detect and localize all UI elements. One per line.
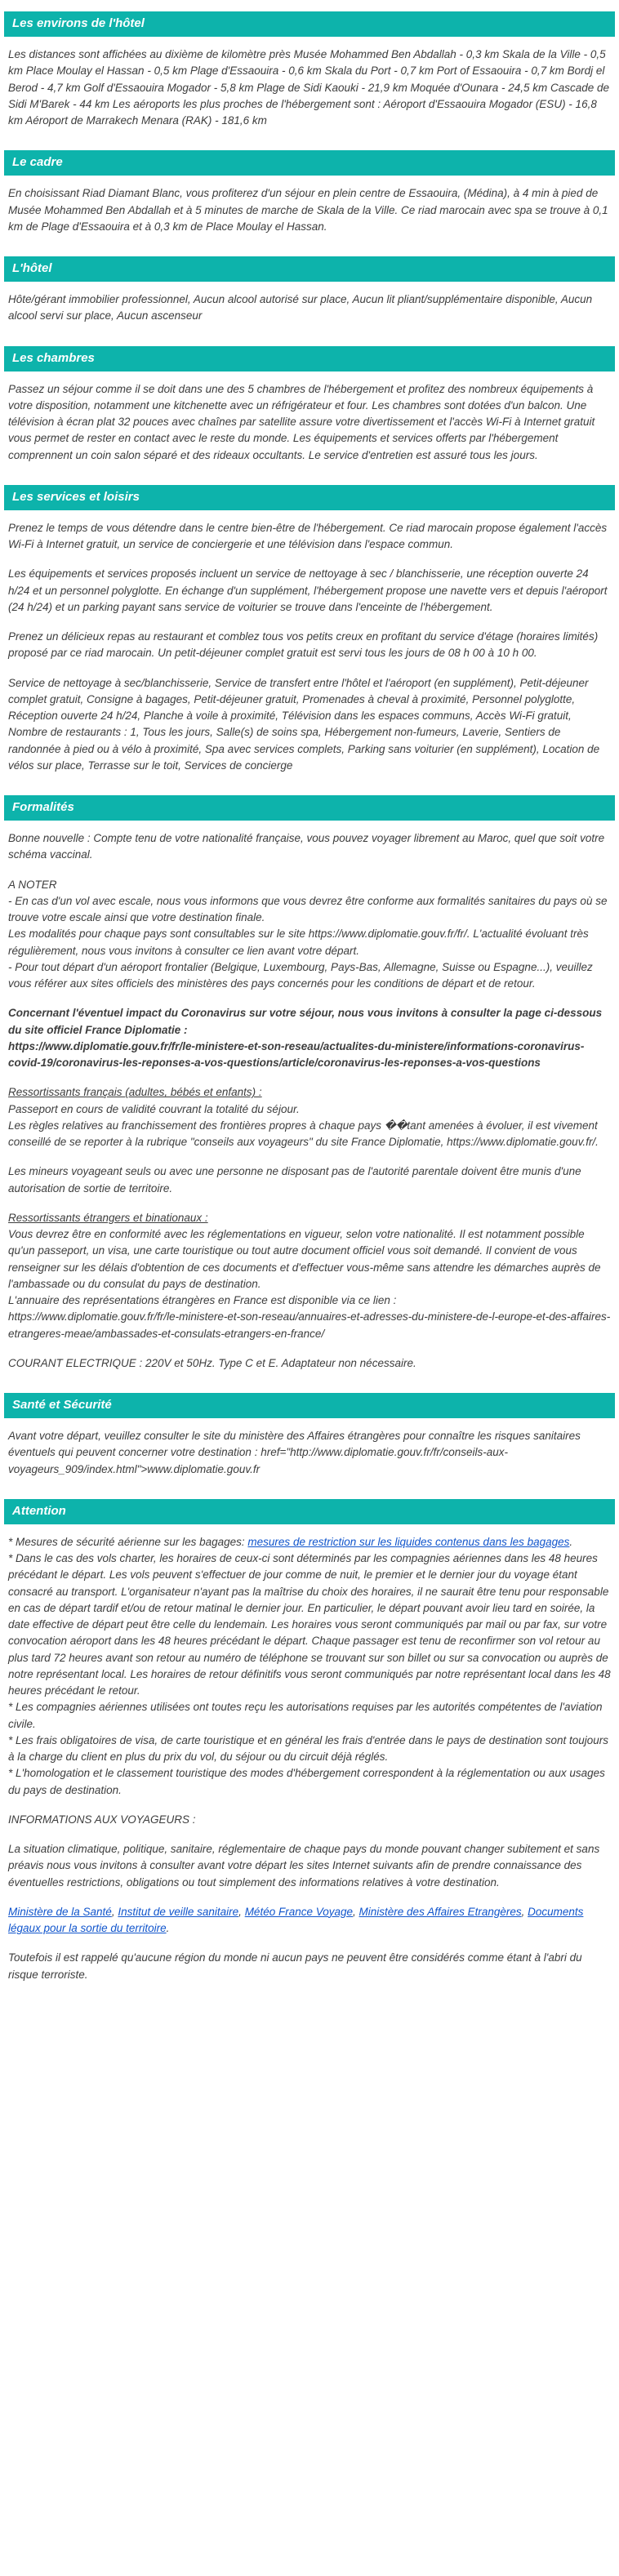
section-title-hotel: L'hôtel [4, 256, 615, 282]
section-body-attention [8, 1534, 611, 1983]
formalities-passport-line: Passeport en cours de validité couvrant la totalité du séjour. [8, 1102, 300, 1115]
formalities-good-news-text: Bonne nouvelle : Compte tenu de votre nationalité française, vous pouvez voyager librement au Maroc, quel que soit votre schéma vaccinal. [8, 832, 605, 861]
formalities-directory-intro: L'annuaire des représentations étrangères en France est disponible via ce lien : [8, 1294, 397, 1306]
formalities-border-rules-line: Les règles relatives au franchissement des frontières propres à chaque pays ��tant amenées à évoluer, il est vivement conseillé de se reporter à la rubrique "conseils aux voyageurs" du site France Diplomatie, https://www.diplomatie.gouv.fr/. [8, 1119, 599, 1148]
section-hotel [0, 256, 619, 325]
section-title-health-safety: Santé et Sécurité [4, 1393, 615, 1418]
health-advisory-text: Avant votre départ, veuillez consulter le site du ministère des Affaires étrangères pour connaître les risques sanitaires éventuels qui peuvent concerner votre destination : href="http://www.diplomatie.gouv.fr/fr/conseils-aux-voyageurs_909/index.html">www.diplomatie.gouv.fr [8, 1430, 581, 1475]
hotel-policies-text: Hôte/gérant immobilier professionnel, Aucun alcool autorisé sur place, Aucun lit pliant/supplémentaire disponible, Aucun alcool servi sur place, Aucun ascenseur [8, 293, 593, 323]
link-separator: . [166, 1922, 170, 1934]
link-separator: , [238, 1905, 245, 1918]
section-title-services: Les services et loisirs [4, 485, 615, 510]
formalities-minors-text: Les mineurs voyageant seuls ou avec une personne ne disposant pas de l'autorité parentale doivent être munis d'une autorisation de sortie de territoire. [8, 1165, 581, 1195]
attention-terrorism-text: Toutefois il est rappelé qu'aucune région du monde ni aucun pays ne peuvent être considérés comme étant à l'abri du risque terroriste. [8, 1951, 582, 1981]
documents-legaux-sortie-territoire-link[interactable]: Documents légaux pour la sortie du territoire [8, 1905, 584, 1934]
formalities-note-line: - Pour tout départ d'un aéroport frontalier (Belgique, Luxembourg, Pays-Bas, Allemagne, Suisse ou Espagne...), veuillez vous référer aux sites officiels des ministères des pays concernés pour les conditions de départ et de retour. [8, 960, 593, 990]
ministere-sante-link[interactable]: Ministère de la Santé [8, 1905, 112, 1918]
rooms-text: Passez un séjour comme il se doit dans une des 5 chambres de l'hébergement et profitez des nombreux équipements à votre disposition, notamment une kitchenette avec un réfrigérateur et four. Les chambres sont dotées d'un balcon. Une télévision à écran plat 32 pouces avec chaînes par satellite assure votre divertissement et l'accès Wi-Fi à Internet gratuit vous permet de rester en contact avec le reste du monde. Les équipements et services offerts par l'hébergement comprennent un coin salon séparé et des rideaux occultants. Le service d'entretien est assuré tous les jours. [8, 382, 595, 461]
section-rooms [0, 346, 619, 464]
attention-situation-text: La situation climatique, politique, sanitaire, réglementaire de chaque pays du monde pouvant changer subitement et sans préavis nous vous invitons à consulter avant votre départ les sites Internet suivants afin de prendre connaissance des éventuelles restrictions, obligations ou tout simplement des informations relatives à votre destination. [8, 1843, 600, 1889]
section-health-safety [0, 1393, 619, 1478]
formalities-electricity-text: COURANT ELECTRIQUE : 220V et 50Hz. Type C et E. Adaptateur non nécessaire. [8, 1356, 416, 1369]
section-body-surroundings [8, 47, 611, 129]
institut-veille-sanitaire-link[interactable]: Institut de veille sanitaire [118, 1905, 239, 1918]
services-wellness-text: Prenez le temps de vous détendre dans le centre bien-être de l'hébergement. Ce riad marocain propose également l'accès Wi-Fi à Internet gratuit, un service de conciergerie et une télévision dans l'espace commun. [8, 521, 608, 550]
formalities-directory-url: https://www.diplomatie.gouv.fr/fr/le-ministere-et-son-reseau/annuaires-et-adresses-du-ministere-de-l-europe-et-des-affaires-etrangeres-meae/ambassades-et-consulats-etrangers-en-france/ [8, 1310, 611, 1340]
attention-baggage-line [8, 1534, 611, 1550]
section-body-hotel [8, 291, 611, 325]
section-title-setting: Le cadre [4, 150, 615, 176]
section-body-formalities [8, 830, 611, 1372]
link-separator: , [353, 1905, 359, 1918]
section-title-attention: Attention [4, 1499, 615, 1524]
formalities-note-line: Les modalités pour chaque pays sont consultables sur le site https://www.diplomatie.gouv.fr/fr/. L'actualité évoluant très régulièrement, nous vous invitons à consulter ce lien avant votre départ. [8, 928, 589, 957]
attention-airlines-text: * Les compagnies aériennes utilisées ont toutes reçu les autorisations requises par les autorités compétentes de l'aviation civile. [8, 1701, 603, 1730]
attention-charter-text: * Dans le cas des vols charter, les horaires de ceux-ci sont déterminés par les compagnies aériennes dans les 48 heures précédant le départ. Les vols peuvent s'effectuer de jour comme de nuit, le premier et le dernier jour du voyage étant consacré au transport. L'organisateur n'ayant pas la maîtrise du choix des horaires, il ne saurait être tenu pour responsable en cas de départ tardif et/ou de retour matinal le dernier jour. En particulier, le départ pouvant avoir lieu tard en soirée, la date effective de départ peut être celle du lendemain. Les horaires vous seront communiqués par mail ou par fax, sur votre convocation aéroport dans les 48 heures précédant le départ. Chaque passager est tenu de reconfirmer son vol retour au plus tard 72 heures avant son retour au numéro de téléphone se trouvant sur son billet ou sur sa convocation ou auprès de notre représentant local. Les horaires de retour définitifs vous seront communiqués par notre représentant local dans les 48 heures précédant le retour. [8, 1552, 611, 1697]
section-title-formalities: Formalités [4, 795, 615, 821]
section-attention [0, 1499, 619, 1983]
baggage-line-suffix: . [569, 1535, 573, 1548]
link-separator: , [521, 1905, 528, 1918]
section-surroundings [0, 11, 619, 129]
formalities-note-line: - En cas d'un vol avec escale, nous vous informons que vous devrez être conforme aux formalités sanitaires du pays où se trouve votre escale ainsi que votre destination finale. [8, 894, 608, 923]
section-setting [0, 150, 619, 235]
baggage-restrictions-link[interactable]: mesures de restriction sur les liquides contenus dans les bagages [247, 1535, 570, 1548]
section-body-health-safety [8, 1428, 611, 1478]
meteo-france-voyage-link[interactable]: Météo France Voyage [244, 1905, 354, 1918]
formalities-covid-intro: Concernant l'éventuel impact du Coronavirus sur votre séjour, nous vous invitons à consulter la page ci-dessous du site officiel France Diplomatie : [8, 1007, 603, 1036]
formalities-note-label: A NOTER [8, 878, 57, 891]
section-title-surroundings: Les environs de l'hôtel [4, 11, 615, 37]
section-services [0, 485, 619, 774]
attention-classification-text: * L'homologation et le classement touristique des modes d'hébergement correspondent à la réglementation ou aux usages du pays de destination. [8, 1767, 605, 1796]
services-amenities-text: Les équipements et services proposés incluent un service de nettoyage à sec / blanchisserie, une réception ouverte 24 h/24 et un personnel polyglotte. En échange d'un supplément, l'hébergement propose une navette vers et depuis l'aéroport (24 h/24) et un parking payant sans service de voiturier se trouve dans l'enceinte de l'hébergement. [8, 567, 608, 613]
formalities-foreign-rules-text: Vous devrez être en conformité avec les réglementations en vigueur, selon votre nationalité. Il est notamment possible qu'un passeport, un visa, une carte touristique ou tout autre document officiel vous soit demandé. Il convient de vous renseigner sur les délais d'obtention de ces documents et d'effectuer vous-même sans attendre les démarches auprès de l'ambassade ou du consulat du pays de destination. [8, 1228, 601, 1290]
section-title-rooms: Les chambres [4, 346, 615, 371]
formalities-french-nationals-heading: Ressortissants français (adultes, bébés et enfants) : [8, 1086, 262, 1099]
section-formalities [0, 795, 619, 1372]
link-separator: , [111, 1905, 118, 1918]
services-list-text: Service de nettoyage à sec/blanchisserie, Service de transfert entre l'hôtel et l'aéroport (en supplément), Petit-déjeuner complet gratuit, Consigne à bagages, Petit-déjeuner gratuit, Promenades à cheval à proximité, Personnel polyglotte, Réception ouverte 24 h/24, Planche à voile à proximité, Télévision dans les espaces communs, Accès Wi-Fi gratuit, Nombre de restaurants : 1, Tous les jours, Salle(s) de soins spa, Hébergement non-fumeurs, Laverie, Sentiers de randonnée à pied ou à vélo à proximité, Spa avec services complets, Parking sans voiturier (en supplément), Location de vélos sur place, Terrasse sur le toit, Services de concierge [8, 676, 600, 772]
surroundings-distances-text: Les distances sont affichées au dixième de kilomètre près Musée Mohammed Ben Abdallah - 0,3 km Skala de la Ville - 0,5 km Place Moulay el Hassan - 0,5 km Plage d'Essaouira - 0,6 km Skala du Port - 0,7 km Port of Essaouira - 0,7 km Bordj el Berod - 4,7 km Golf d'Essaouira Mogador - 5,8 km Plage de Sidi Kaouki - 21,9 km Moquée d'Ounara - 24,5 km Cascade de Sidi M'Barek - 44 km Les aéroports les plus proches de l'hébergement sont : Aéroport d'Essaouira Mogador (ESU) - 16,8 km Aéroport de Marrakech Menara (RAK) - 181,6 km [8, 48, 610, 127]
services-dining-text: Prenez un délicieux repas au restaurant et comblez tous vos petits creux en profitant du service d'étage (horaires limités) proposé par ce riad marocain. Un petit-déjeuner complet gratuit est servi tous les jours de 08 h 00 à 10 h 00. [8, 630, 599, 660]
attention-visa-fees-text: * Les frais obligatoires de visa, de carte touristique et en général les frais d'entrée dans le pays de destination sont toujours à la charge du client en plus du prix du vol, du séjour ou du circuit déjà réglés. [8, 1733, 609, 1763]
baggage-line-prefix: * Mesures de sécurité aérienne sur les bagages: [8, 1535, 248, 1548]
attention-links-line [8, 1904, 611, 1938]
ministere-affaires-etrangeres-link[interactable]: Ministère des Affaires Etrangères [358, 1905, 522, 1918]
setting-text: En choisissant Riad Diamant Blanc, vous profiterez d'un séjour en plein centre de Essaouira, (Médina), à 4 min à pied de Musée Mohammed Ben Abdallah et à 5 minutes de marche de Skala de la Ville. Ce riad marocain avec spa se trouve à 0,1 km de Plage d'Essaouira et à 0,3 km de Place Moulay el Hassan. [8, 187, 608, 233]
section-body-services [8, 520, 611, 774]
attention-info-heading: INFORMATIONS AUX VOYAGEURS : [8, 1813, 196, 1826]
formalities-foreign-nationals-heading: Ressortissants étrangers et binationaux : [8, 1211, 208, 1224]
section-body-rooms [8, 381, 611, 464]
section-body-setting [8, 185, 611, 235]
formalities-covid-url: https://www.diplomatie.gouv.fr/fr/le-ministere-et-son-reseau/actualites-du-ministere/informations-coronavirus-covid-19/coronavirus-les-reponses-a-vos-questions/article/coronavirus-les-reponses-a-vos-questions [8, 1039, 585, 1069]
